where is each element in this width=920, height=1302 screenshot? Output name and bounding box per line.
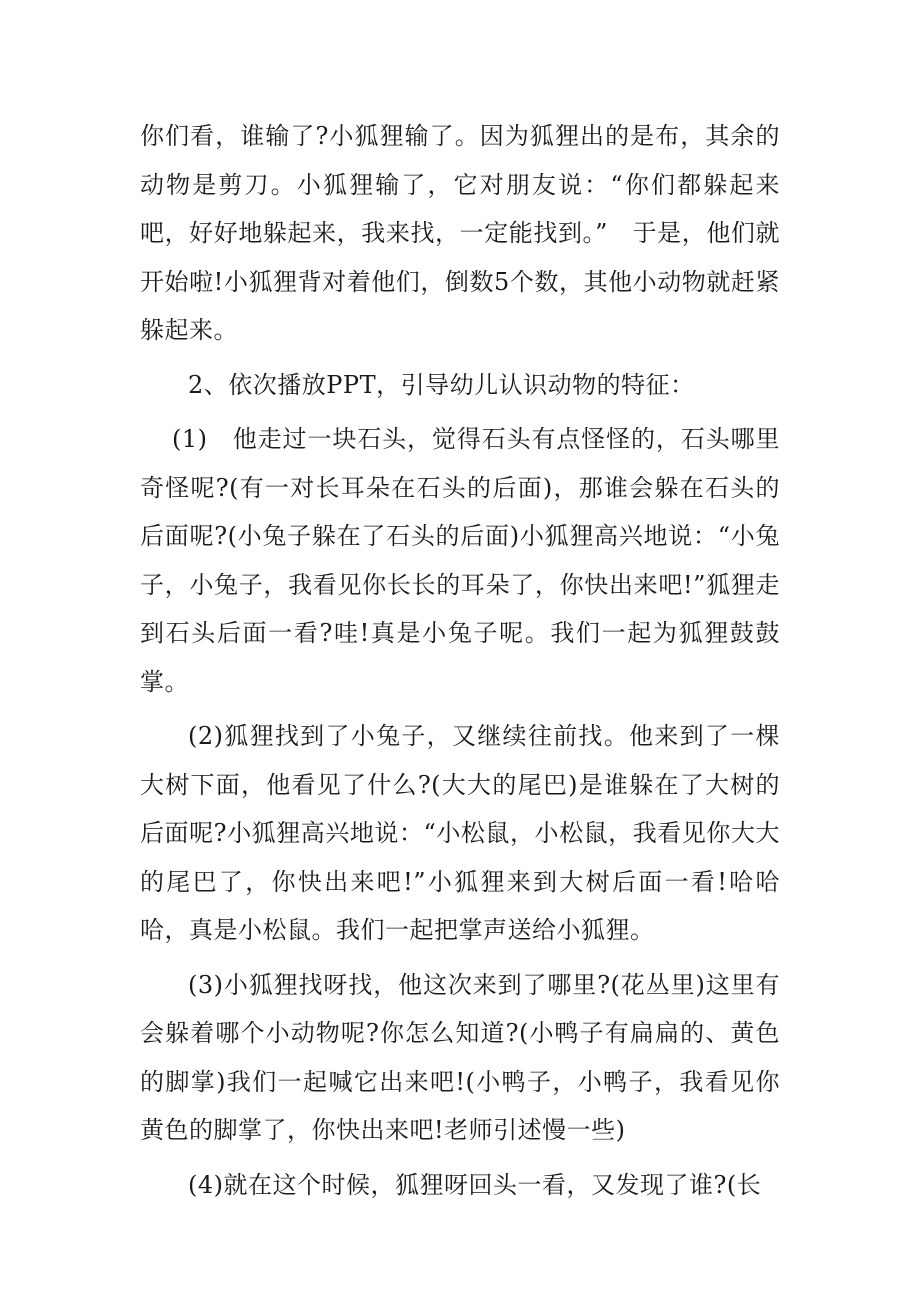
paragraph-2: 2、依次播放PPT，引导幼儿认识动物的特征： [188, 370, 695, 399]
paragraph-5: (3)小狐狸找呀找，他这次来到了哪里?(花丛里)这里有会躲着哪个小动物呢?你怎么知道?(小鸭子有扁扁的、黄色的脚掌)我们一起喊它出来吧!(小鸭子，小鸭子，我看见你黄色的脚掌了，你快出来吧!老师引述慢一些) [140, 970, 780, 1144]
document-body [140, 112, 780, 1215]
paragraph-3: (1) 他走过一块石头，觉得石头有点怪怪的，石头哪里奇怪呢?(有一对长耳朵在石头的后面)，那谁会躲在石头的后面呢?(小兔子躲在了石头的后面)小狐狸高兴地说：“小兔子，小兔子，我看见你长长的耳朵了，你快出来吧!”狐狸走到石头后面一看?哇!真是小兔子呢。我们一起为狐狸鼓鼓掌。 [140, 425, 780, 696]
paragraph-4: (2)狐狸找到了小兔子，又继续往前找。他来到了一棵大树下面，他看见了什么?(大大的尾巴)是谁躲在了大树的后面呢?小狐狸高兴地说：“小松鼠，小松鼠，我看见你大大的尾巴了，你快出来吧!”小狐狸来到大树后面一看!哈哈哈，真是小松鼠。我们一起把掌声送给小狐狸。 [140, 722, 780, 944]
paragraph-1: 你们看，谁输了?小狐狸输了。因为狐狸出的是布，其余的动物是剪刀。小狐狸输了，它对朋友说：“你们都躲起来吧，好好地躲起来，我来找，一定能找到。” 于是，他们就开始啦!小狐狸背对着他们，倒数5个数，其他小动物就赶紧躲起来。 [140, 122, 780, 344]
paragraph-6: (4)就在这个时候，狐狸呀回头一看，又发现了谁?(长 [188, 1170, 762, 1199]
